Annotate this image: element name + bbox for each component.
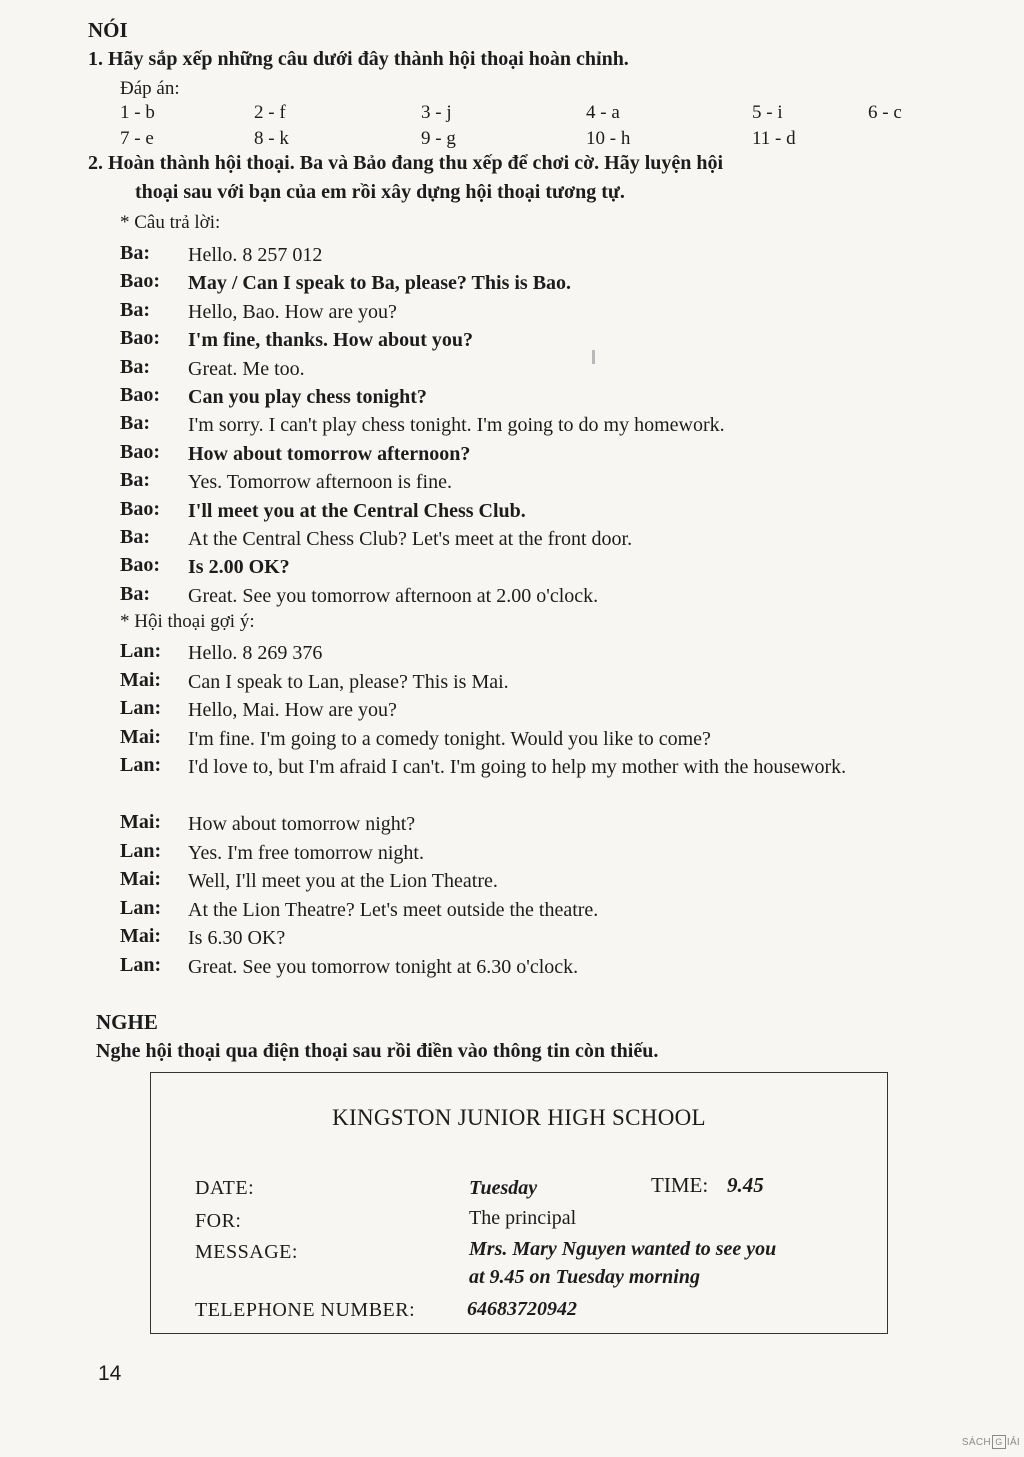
logo-g-icon: G bbox=[992, 1435, 1006, 1449]
answer-item: 9 - g bbox=[421, 128, 456, 149]
dialogue-text: Hello, Mai. How are you? bbox=[188, 699, 397, 721]
for-label: FOR: bbox=[195, 1210, 242, 1232]
speaker-label: Lan: bbox=[120, 640, 162, 662]
answer-item: 1 - b bbox=[120, 102, 155, 123]
time-label: TIME: bbox=[651, 1173, 709, 1197]
section-heading-nghe: NGHE bbox=[96, 1010, 158, 1034]
listening-instruction: Nghe hội thoại qua điện thoại sau rồi điền vào thông tin còn thiếu. bbox=[96, 1040, 659, 1062]
answer-item: 6 - c bbox=[868, 102, 902, 123]
dialogue-text: I'm fine, thanks. How about you? bbox=[188, 329, 474, 352]
answer-item: 2 - f bbox=[254, 102, 286, 123]
dialogue-text: Is 6.30 OK? bbox=[188, 927, 286, 949]
speaker-label: Lan: bbox=[120, 697, 162, 719]
answer-item: 7 - e bbox=[120, 128, 154, 149]
speaker-label: Mai: bbox=[120, 868, 162, 890]
speaker-label: Ba: bbox=[120, 582, 150, 605]
dialogue-text: Hello. 8 269 376 bbox=[188, 642, 323, 664]
dialogue-text: Hello, Bao. How are you? bbox=[188, 300, 397, 323]
question-1-title: 1. Hãy sắp xếp những câu dưới đây thành hội thoại hoàn chỉnh. bbox=[88, 48, 629, 70]
page-number: 14 bbox=[98, 1362, 122, 1385]
speaker-label: Ba: bbox=[120, 526, 150, 548]
speaker-label: Bao: bbox=[120, 270, 160, 293]
dialogue-text: Hello. 8 257 012 bbox=[188, 244, 323, 266]
answer-label: Đáp án: bbox=[120, 78, 180, 99]
dialogue-text: I'll meet you at the Central Chess Club. bbox=[188, 499, 526, 522]
answer-item: 10 - h bbox=[586, 128, 631, 149]
answer-item: 11 - d bbox=[752, 128, 796, 149]
answer-item: 5 - i bbox=[752, 102, 783, 123]
speaker-label: Ba: bbox=[120, 242, 150, 264]
message-label: MESSAGE: bbox=[195, 1241, 298, 1263]
dialogue-text: Great. Me too. bbox=[188, 357, 305, 380]
speaker-label: Ba: bbox=[120, 355, 150, 378]
date-label: DATE: bbox=[195, 1177, 255, 1199]
dialogue-text: Yes. Tomorrow afternoon is fine. bbox=[188, 471, 452, 494]
logo-text-left: SÁCH bbox=[961, 1436, 991, 1448]
dialogue-text: I'm sorry. I can't play chess tonight. I'm going to do my homework. bbox=[188, 414, 725, 437]
answer-item: 4 - a bbox=[586, 102, 620, 123]
suggest-label: * Hội thoại gợi ý: bbox=[120, 611, 255, 632]
dialogue-text: How about tomorrow afternoon? bbox=[188, 442, 471, 465]
speaker-label: Bao: bbox=[120, 554, 160, 577]
dialogue-text: Great. See you tomorrow afternoon at 2.00 o'clock. bbox=[188, 584, 599, 607]
logo-text-right: IẢI bbox=[1006, 1436, 1020, 1448]
speaker-label: Lan: bbox=[120, 839, 162, 862]
speaker-label: Ba: bbox=[120, 298, 150, 321]
message-form bbox=[150, 1072, 888, 1334]
dialogue-text: Is 2.00 OK? bbox=[188, 556, 290, 579]
for-value: The principal bbox=[469, 1207, 577, 1229]
speaker-label: Mai: bbox=[120, 811, 162, 833]
speaker-label: Ba: bbox=[120, 412, 150, 435]
dialogue-text: At the Central Chess Club? Let's meet at the front door. bbox=[188, 528, 633, 550]
speaker-label: Mai: bbox=[120, 668, 162, 691]
answer-item: 8 - k bbox=[254, 128, 289, 149]
answer-item: 3 - j bbox=[421, 102, 452, 123]
speaker-label: Lan: bbox=[120, 896, 162, 919]
watermark-logo bbox=[962, 1432, 1024, 1452]
section-heading-noi: NÓI bbox=[88, 18, 128, 42]
dialogue-text: May / Can I speak to Ba, please? This is Bao. bbox=[188, 272, 572, 295]
dialogue-text: I'd love to, but I'm afraid I can't. I'm going to help my mother with the housework. bbox=[188, 756, 847, 778]
speaker-label: Lan: bbox=[120, 953, 162, 976]
message-line-2: at 9.45 on Tuesday morning bbox=[469, 1266, 700, 1288]
phone-value: 64683720942 bbox=[467, 1298, 577, 1320]
speaker-label: Mai: bbox=[120, 725, 162, 748]
date-value: Tuesday bbox=[469, 1177, 538, 1199]
phone-label: TELEPHONE NUMBER: bbox=[195, 1299, 416, 1321]
dialogue-text: I'm fine. I'm going to a comedy tonight. Would you like to come? bbox=[188, 727, 711, 750]
speaker-label: Mai: bbox=[120, 925, 162, 947]
question-2-title-line2: thoại sau với bạn của em rồi xây dựng hội thoại tương tự. bbox=[135, 181, 625, 203]
school-name: KINGSTON JUNIOR HIGH SCHOOL bbox=[332, 1105, 706, 1130]
speaker-label: Bao: bbox=[120, 327, 160, 350]
speaker-label: Ba: bbox=[120, 469, 150, 492]
dialogue-text: Yes. I'm free tomorrow night. bbox=[188, 841, 424, 864]
speaker-label: Bao: bbox=[120, 384, 160, 406]
speaker-label: Bao: bbox=[120, 497, 160, 520]
answer-label-2: * Câu trả lời: bbox=[120, 212, 221, 233]
question-2-title-line1: 2. Hoàn thành hội thoại. Ba và Bảo đang thu xếp để chơi cờ. Hãy luyện hội bbox=[88, 152, 724, 174]
dialogue-text: Can I speak to Lan, please? This is Mai. bbox=[188, 670, 509, 693]
dialogue-text: Well, I'll meet you at the Lion Theatre. bbox=[188, 870, 498, 892]
dialogue-text: Can you play chess tonight? bbox=[188, 386, 427, 408]
dialogue-text: At the Lion Theatre? Let's meet outside the theatre. bbox=[188, 898, 599, 921]
message-line-1: Mrs. Mary Nguyen wanted to see you bbox=[469, 1238, 777, 1260]
speaker-label: Bao: bbox=[120, 440, 160, 463]
time-value: 9.45 bbox=[727, 1173, 764, 1197]
dialogue-text: Great. See you tomorrow tonight at 6.30 o'clock. bbox=[188, 955, 579, 978]
speaker-label: Lan: bbox=[120, 754, 162, 776]
dialogue-text: How about tomorrow night? bbox=[188, 813, 416, 835]
scan-mark bbox=[592, 350, 595, 364]
